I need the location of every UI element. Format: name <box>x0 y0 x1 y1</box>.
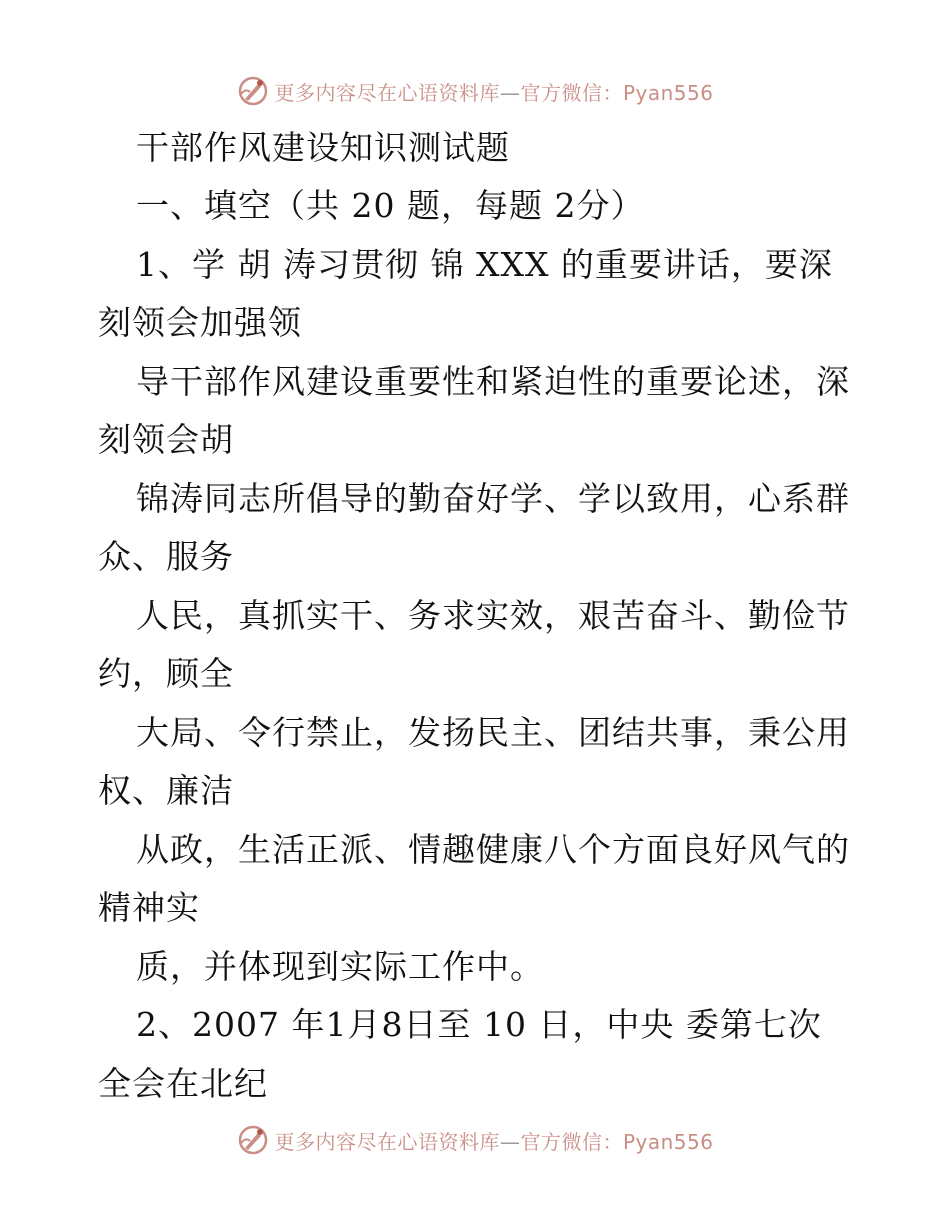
text-line: 全会在北纪 <box>98 1064 268 1103</box>
text-line: 众、服务 <box>98 537 234 576</box>
text-line: 权、廉洁 <box>98 771 234 810</box>
banner-text: 更多内容尽在心语资料库—官方微信：Pyan556 <box>274 1129 714 1154</box>
text-line: 锦涛同志所倡导的勤奋好学、学以致用，心系群 <box>136 479 850 518</box>
text-line: 从政，生活正派、情趣健康八个方面良好风气的 <box>136 830 850 869</box>
text-line: 导干部作风建设重要性和紧迫性的重要论述，深 <box>136 362 850 401</box>
shield-pen-icon <box>236 1123 270 1157</box>
document-title: 干部作风建设知识测试题 <box>136 128 510 167</box>
footer-watermark-banner <box>0 1118 950 1162</box>
text-line: 精神实 <box>98 888 200 927</box>
text-line: 刻领会加强领 <box>98 303 302 342</box>
banner-text: 更多内容尽在心语资料库—官方微信：Pyan556 <box>274 80 714 105</box>
text-line: 约，顾全 <box>98 654 234 693</box>
text-line: 1、学 胡 涛习贯彻 锦 XXX 的重要讲话，要深 <box>136 245 833 284</box>
section-heading: 一、填空（共 20 题，每题 2分） <box>136 186 645 225</box>
text-line: 刻领会胡 <box>98 420 234 459</box>
text-line: 人民，真抓实干、务求实效，艰苦奋斗、勤俭节 <box>136 596 850 635</box>
text-line: 质，并体现到实际工作中。 <box>136 947 544 986</box>
text-line: 大局、令行禁止，发扬民主、团结共事，秉公用 <box>136 713 850 752</box>
text-line: 2、2007 年1月8日至 10 日，中央 委第七次 <box>136 1005 822 1044</box>
